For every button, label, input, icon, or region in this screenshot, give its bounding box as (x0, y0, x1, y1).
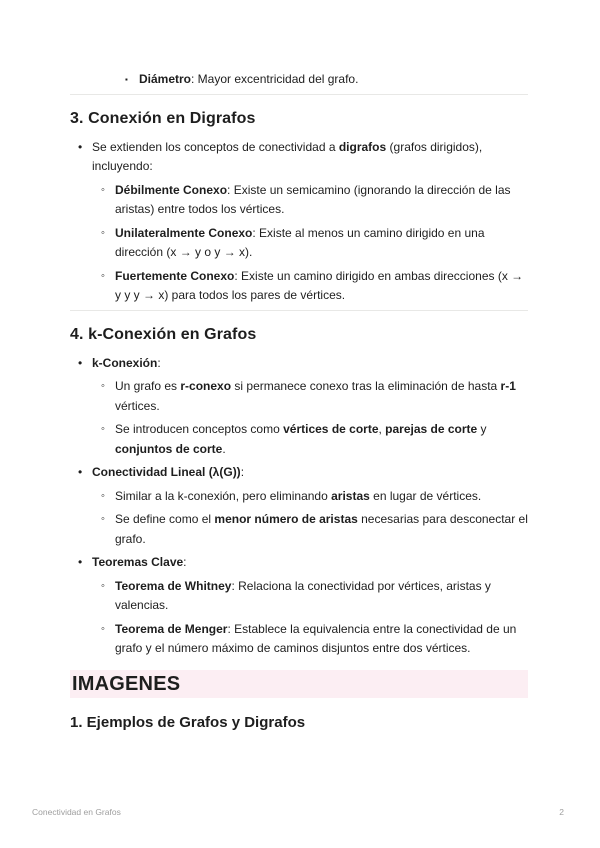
square-bullet-icon: ▪ (125, 75, 128, 84)
page-footer (32, 807, 564, 818)
list-item-text: Débilmente Conexo: Existe un semicamino (ignorando la dirección de las aristas) entre todos los vértices. (115, 182, 511, 216)
imagenes-heading: IMAGENES (72, 672, 181, 695)
disc-bullet-icon: • (78, 465, 83, 479)
list-item-text: Se extienden los conceptos de conectividad a digrafos (grafos dirigidos), incluyendo: (92, 139, 483, 173)
list-item-text: Conectividad Lineal (λ(G)): (92, 465, 245, 479)
list-item-text: k-Conexión: (92, 355, 161, 370)
disc-bullet-icon: • (78, 555, 83, 569)
list-item-menor-numero-aristas (70, 510, 528, 549)
circle-bullet-icon: ◦ (101, 579, 105, 592)
list-item-debilmente-conexo (70, 181, 528, 220)
list-item-fuertemente-conexo (70, 267, 528, 306)
divider (70, 94, 528, 95)
list-item-conectividad-lineal (70, 463, 528, 483)
list-item-text: Se introducen conceptos como vértices de corte, parejas de corte y conjuntos de corte. (115, 422, 487, 456)
list-item-text: Unilateralmente Conexo: Existe al menos un camino dirigido en una dirección (x → y o y → x). (115, 225, 485, 259)
list-item-teorema-whitney (70, 577, 528, 616)
list-item-similar-k-conexion (70, 487, 528, 507)
list-item-intro (70, 138, 528, 177)
section-heading-3: 3. Conexión en Digrafos (70, 109, 256, 127)
disc-bullet-icon: • (78, 139, 83, 154)
page-content (70, 70, 528, 732)
footer-page-number: 2 (559, 807, 564, 817)
circle-bullet-icon: ◦ (101, 380, 105, 392)
list-item-text: Se define como el menor número de aristas necesarias para desconectar el grafo. (115, 512, 528, 546)
subsection-heading-ejemplos: 1. Ejemplos de Grafos y Digrafos (70, 713, 306, 731)
section-heading-4: 4. k-Conexión en Grafos (70, 325, 257, 343)
circle-bullet-icon: ◦ (101, 423, 105, 435)
circle-bullet-icon: ◦ (101, 622, 105, 635)
divider (70, 310, 528, 311)
list-item-text: Teoremas Clave: (92, 555, 187, 569)
list-item-unilateralmente-conexo (70, 224, 528, 263)
list-item-text: Fuertemente Conexo: Existe un camino dirigido en ambas direcciones (x → y y y → x) para todos los pares de vértices. (115, 268, 524, 302)
footer-doc-title: Conectividad en Grafos (32, 807, 121, 817)
list-item-text: Similar a la k-conexión, pero eliminando aristas en lugar de vértices. (115, 488, 482, 503)
list-item-k-conexion (70, 354, 528, 374)
circle-bullet-icon: ◦ (101, 183, 105, 196)
disc-bullet-icon: • (78, 355, 83, 370)
list-item-text: Teorema de Menger: Establece la equivalencia entre la conectividad de un grafo y el número máximo de caminos disjuntos entre dos vértices. (115, 621, 517, 655)
circle-bullet-icon: ◦ (101, 489, 105, 502)
list-item-text: Un grafo es r-conexo si permanece conexo tras la eliminación de hasta r-1 vértices. (115, 379, 516, 413)
list-item-diametro (70, 70, 528, 90)
list-item-teoremas-clave (70, 553, 528, 573)
list-item-teorema-menger (70, 620, 528, 659)
imagenes-heading-highlight (70, 670, 528, 698)
list-item-r-conexo (70, 377, 528, 416)
list-item-text: Teorema de Whitney: Relaciona la conectividad por vértices, aristas y valencias. (115, 578, 491, 612)
circle-bullet-icon: ◦ (101, 513, 105, 525)
circle-bullet-icon: ◦ (101, 269, 105, 282)
list-item-vertices-de-corte (70, 420, 528, 459)
circle-bullet-icon: ◦ (101, 226, 105, 239)
list-item-text: Diámetro: Mayor excentricidad del grafo. (139, 72, 359, 86)
